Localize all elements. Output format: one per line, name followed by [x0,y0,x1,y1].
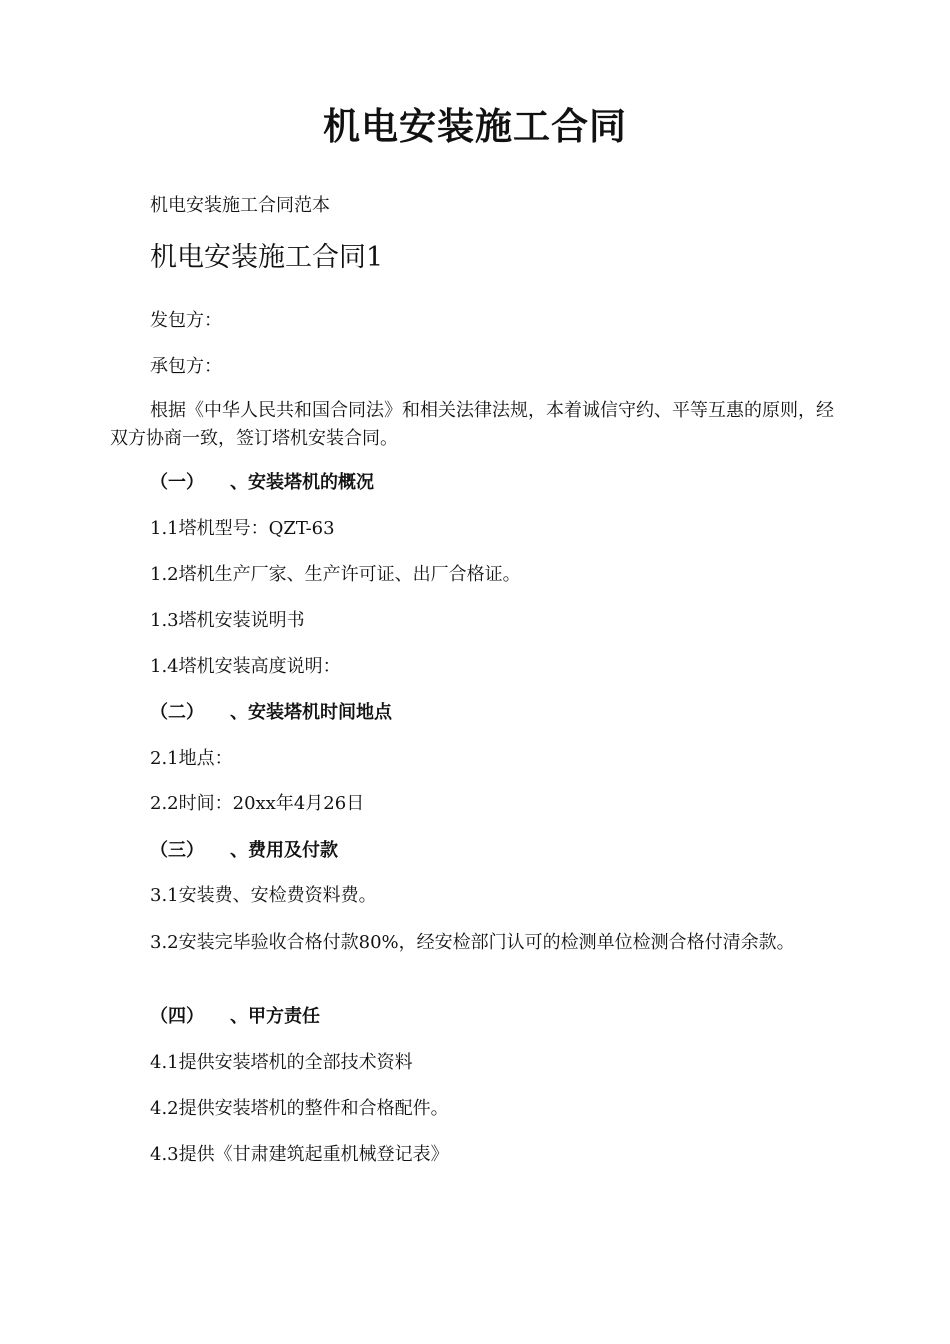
document-subtitle: 机电安装施工合同范本 [150,195,330,216]
list-item: 1.2塔机生产厂家、生产许可证、出厂合格证。 [150,564,521,585]
list-item: 2.2时间：20xx年4月26日 [150,793,365,814]
list-item: 1.3塔机安装说明书 [150,610,305,631]
section-heading-1 [150,469,374,497]
section-title: 、安装塔机时间地点 [230,702,392,723]
list-item: 1.4塔机安装高度说明： [150,656,341,677]
section-number: （四） [150,1006,204,1027]
list-item: 4.2提供安装塔机的整件和合格配件。 [150,1098,449,1119]
document-title: 机电安装施工合同 [323,105,627,148]
section-heading-3 [150,837,338,865]
party-b-label: 承包方： [150,356,222,377]
list-item: 4.3提供《甘肃建筑起重机械登记表》 [150,1144,449,1165]
section-number: （二） [150,702,204,723]
party-a-label: 发包方： [150,310,222,331]
section-number: （三） [150,840,204,861]
list-item: 2.1地点： [150,748,233,769]
section-title: 、费用及付款 [230,840,338,861]
list-item: 4.1提供安装塔机的全部技术资料 [150,1052,413,1073]
section-number: （一） [150,472,204,493]
section-heading-2 [150,699,392,727]
list-item: 1.1塔机型号：QZT-63 [150,518,335,539]
section-title: 、安装塔机的概况 [230,472,374,493]
section-heading-4 [150,1003,320,1031]
list-item: 3.2安装完毕验收合格付款80%，经安检部门认可的检测单位检测合格付清余款。 [150,932,795,953]
preamble-paragraph: 根据《中华人民共和国合同法》和相关法律法规，本着诚信守约、平等互惠的原则，经双方协商一致，签订塔机安装合同。 [110,400,834,449]
list-item: 3.1安装费、安检费资料费。 [150,885,377,906]
section-title: 、甲方责任 [230,1006,320,1027]
contract-heading: 机电安装施工合同1 [150,242,384,273]
